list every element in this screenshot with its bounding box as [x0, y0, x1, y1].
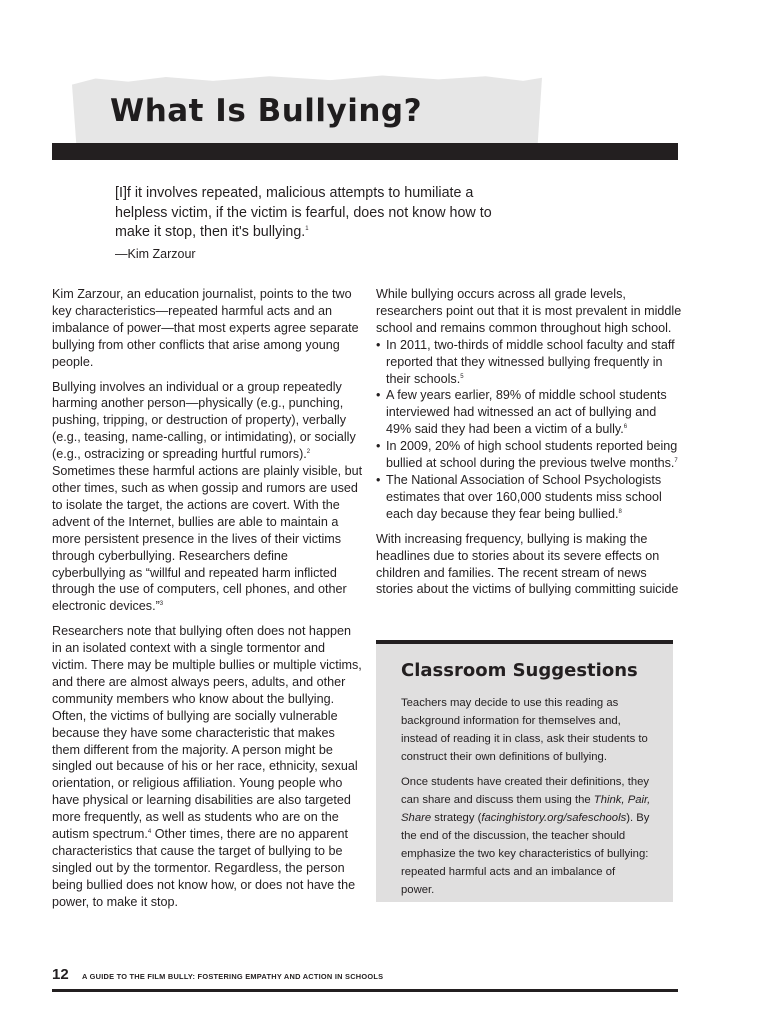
list-item: • In 2009, 20% of high school students reported being bullied at school during the previous twelve months.$^7$: [376, 438, 682, 472]
footnote-ref: 4: [147, 828, 152, 835]
paragraph-news: With increasing frequency, bullying is making the headlines due to stories about its severe effects on children and families. The recent stream of news stories about the victims of bullying committing suicide: [376, 531, 679, 597]
footnote-ref: 2: [306, 448, 311, 455]
paragraph-context: Researchers note that bullying often does not happen in an isolated context with a single tormentor and victim. There may be multiple bullies or multiple victims, and there are almost always peers, adults, and other community members who know about the bullying. Often, the victims of bullying are socially vulnerable because they have some characteristic that makes them different from the majority. A person might be singled out because of his or her race, ethnicity, sexual orientation, or religious affiliation. Young people who have physical or learning disabilities are also targeted more frequently, as well as students who are on the autism spectrum.$^4$ Other times, there are no apparent characteristics that cause the target of bullying to be singled out by the tormentor. Regardless, the person being bullied does not know how, or does not have the power, to make it stop.: [52, 624, 362, 909]
right-column: [376, 286, 682, 606]
suggestion-paragraph: Once students have created their definitions, they can share and discuss them using the Think, Pair, Share strategy (facinghistory.org/safeschools). By the end of the discussion, the teacher should emphasize the two key characteristics of bullying: repeated harmful acts and an imbalance of power.: [401, 776, 651, 896]
footnote-ref: 6: [623, 424, 628, 431]
website-link[interactable]: facinghistory.org/safeschools: [481, 812, 627, 824]
suggestion-paragraph: Teachers may decide to use this reading as background information for themselves and, instead of reading it in class, ask their students to construct their own definitions of bullying.: [401, 697, 648, 763]
footer-rule: [52, 989, 678, 992]
classroom-suggestions-body: [401, 694, 651, 906]
footnote-ref: 7: [674, 457, 678, 464]
footnote-ref: 8: [618, 508, 622, 515]
list-item: • In 2011, two-thirds of middle school faculty and staff reported that they witnessed bullying frequently in their schools.$^5$: [376, 337, 682, 388]
list-item: • The National Association of School Psychologists estimates that over 160,000 students miss school each day because they fear being bullied.$^8$: [376, 472, 682, 523]
footnote-ref: 5: [460, 373, 464, 380]
paragraph-definition: Bullying involves an individual or a group repeatedly harming another person—physically (e.g., punching, pushing, tripping, or destruction of property), verbally (e.g., teasing, name-calling, or intimidating), or socially (e.g., ostracizing or spreading hurtful rumors).$^2$ Sometimes these harmful actions are plainly visible, but other times, such as when gossip and rumors are used to isolate the target, the actions are covert. With the advent of the Internet, bullies are able to maintain a more persistent presence in the lives of their victims through cyberbullying. Researchers define cyberbullying as “willful and repeated harm inflicted through the use of computers, cell phones, and other electronic devices.”$^3$: [52, 379, 363, 614]
list-item: • A few years earlier, 89% of middle school students interviewed had witnessed an act of bullying and 49% said they had been a victim of a bully.$^6$: [376, 387, 682, 438]
paragraph-intro: Kim Zarzour, an education journalist, points to the two key characteristics—repeated harmful acts and an imbalance of power—that most experts agree separate bullying from other conflicts that arise among young people.: [52, 287, 359, 369]
page-title: What Is Bullying?: [110, 93, 423, 129]
strategy-name: Think, Pair, Share: [401, 794, 651, 824]
epigraph-quote: [I]f it involves repeated, malicious attempts to humiliate a helpless victim, if the victim is fearful, does not know how to make it stop, then it's bullying.$^1$: [115, 185, 492, 240]
epigraph-attribution: —Kim Zarzour: [115, 246, 196, 261]
paragraph-prevalence: While bullying occurs across all grade levels, researchers point out that it is most prevalent in middle school and remains common throughout high school.: [376, 287, 682, 335]
running-footer: A GUIDE TO THE FILM BULLY: FOSTERING EMPATHY AND ACTION IN SCHOOLS: [82, 972, 384, 981]
statistics-list: [376, 337, 682, 523]
page-number: 12: [52, 966, 69, 983]
title-rule: [52, 143, 678, 160]
classroom-suggestions-box: [376, 640, 673, 902]
epigraph: [115, 184, 495, 264]
classroom-suggestions-title: Classroom Suggestions: [401, 660, 638, 681]
footnote-ref: 1: [305, 226, 309, 233]
footnote-ref: 3: [159, 601, 164, 608]
left-column: [52, 286, 364, 919]
